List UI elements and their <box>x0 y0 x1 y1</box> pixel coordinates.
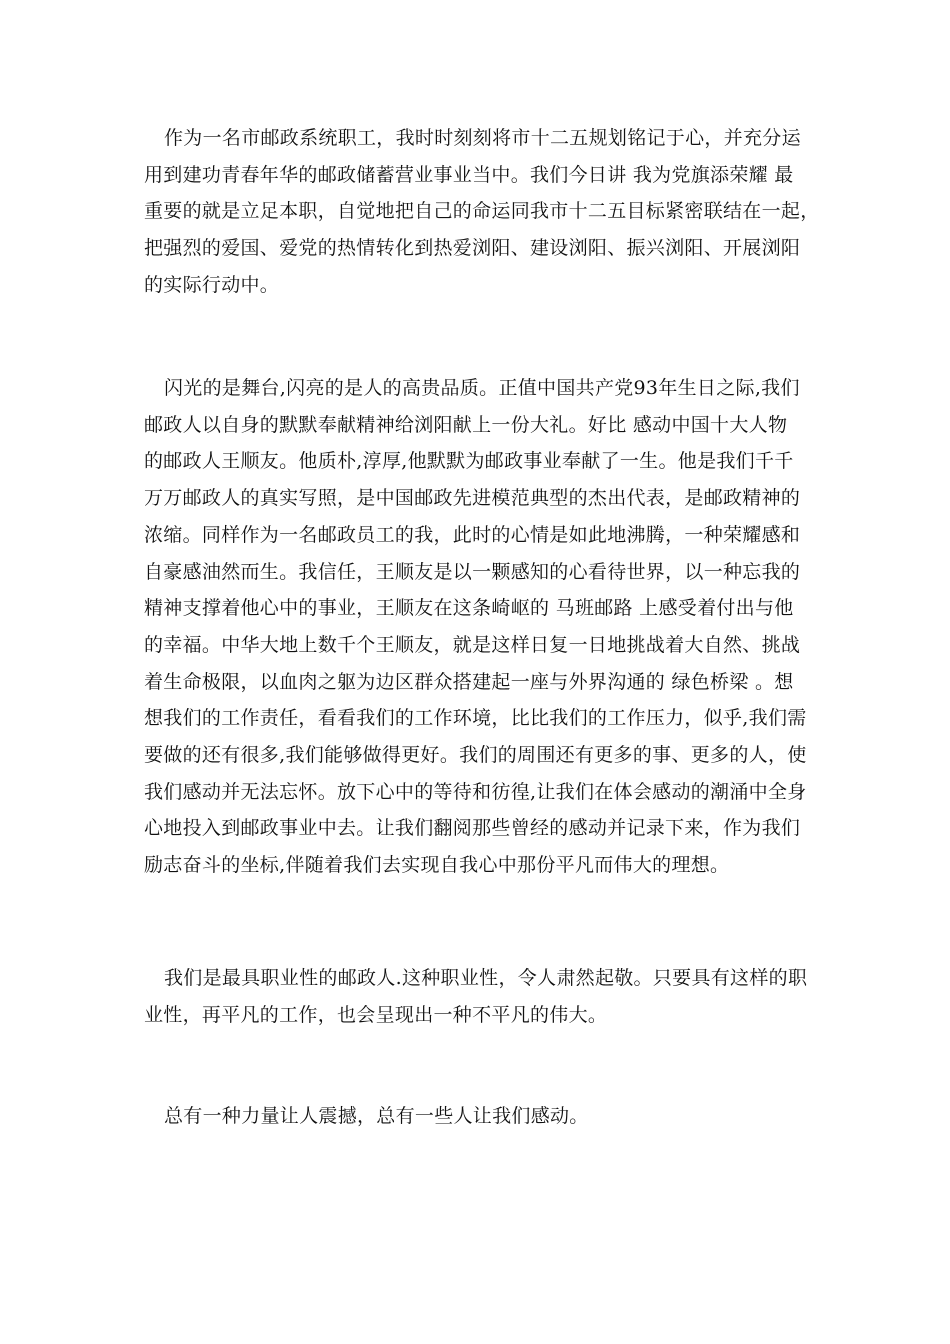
paragraph-line: 自豪感油然而生。我信任，王顺友是以一颗感知的心看待世界，以一种忘我的 <box>144 560 801 583</box>
paragraph-line: 浓缩。同样作为一名邮政员工的我，此时的心情是如此地沸腾，一种荣耀感和 <box>144 523 801 546</box>
paragraph-line: 把强烈的爱国、爱党的热情转化到热爱浏阳、建设浏阳、振兴浏阳、开展浏阳 <box>144 237 801 260</box>
paragraph-line: 闪光的是舞台,闪亮的是人的高贵品质。正值中国共产党93年生日之际,我们 <box>164 377 800 399</box>
paragraph-line: 用到建功青春年华的邮政储蓄营业事业当中。我们今日讲 我为党旗添荣耀 最 <box>144 163 794 186</box>
paragraph-line: 要做的还有很多,我们能够做得更好。我们的周围还有更多的事、更多的人，使 <box>144 744 807 767</box>
paragraph-line: 励志奋斗的坐标,伴随着我们去实现自我心中那份平凡而伟大的理想。 <box>144 854 730 877</box>
paragraph-1 <box>144 120 820 304</box>
paragraph-4 <box>144 1098 814 1135</box>
paragraph-line: 的幸福。中华大地上数千个王顺友，就是这样日复一日地挑战着大自然、挑战 <box>144 633 801 656</box>
paragraph-line: 我们是最具职业性的邮政人.这种职业性，令人肃然起敬。只要具有这样的职 <box>164 967 808 989</box>
paragraph-line: 我们感动并无法忘怀。放下心中的等待和彷徨,让我们在体会感动的潮涌中全身 <box>144 780 807 803</box>
paragraph-line: 心地投入到邮政事业中去。让我们翻阅那些曾经的感动并记录下来，作为我们 <box>144 817 801 840</box>
paragraph-line: 精神支撑着他心中的事业，王顺友在这条崎岖的 马班邮路 上感受着付出与他 <box>144 597 794 620</box>
paragraph-line: 业性，再平凡的工作，也会呈现出一种不平凡的伟大。 <box>144 1003 608 1026</box>
paragraph-line: 的实际行动中。 <box>144 273 280 296</box>
paragraph-3 <box>144 960 814 1033</box>
paragraph-line: 万万邮政人的真实写照，是中国邮政先进模范典型的杰出代表，是邮政精神的 <box>144 487 801 510</box>
paragraph-line: 想我们的工作责任，看看我们的工作环境，比比我们的工作压力，似乎,我们需 <box>144 707 807 730</box>
paragraph-line: 重要的就是立足本职，自觉地把自己的命运同我市十二五目标紧密联结在一起， <box>144 200 820 223</box>
paragraph-line: 着生命极限，以血肉之躯为边区群众搭建起一座与外界沟通的 绿色桥梁 。想 <box>144 670 794 693</box>
paragraph-line: 的邮政人王顺友。他质朴,淳厚,他默默为邮政事业奉献了一生。他是我们千千 <box>144 450 794 473</box>
paragraph-line: 总有一种力量让人震撼，总有一些人让我们感动。 <box>164 1105 589 1127</box>
paragraph-line: 邮政人以自身的默默奉献精神给浏阳献上一份大礼。好比 感动中国十大人物 <box>144 413 788 436</box>
paragraph-line: 作为一名市邮政系统职工，我时时刻刻将市十二五规划铭记于心，并充分运 <box>164 127 801 149</box>
paragraph-2 <box>144 370 814 884</box>
